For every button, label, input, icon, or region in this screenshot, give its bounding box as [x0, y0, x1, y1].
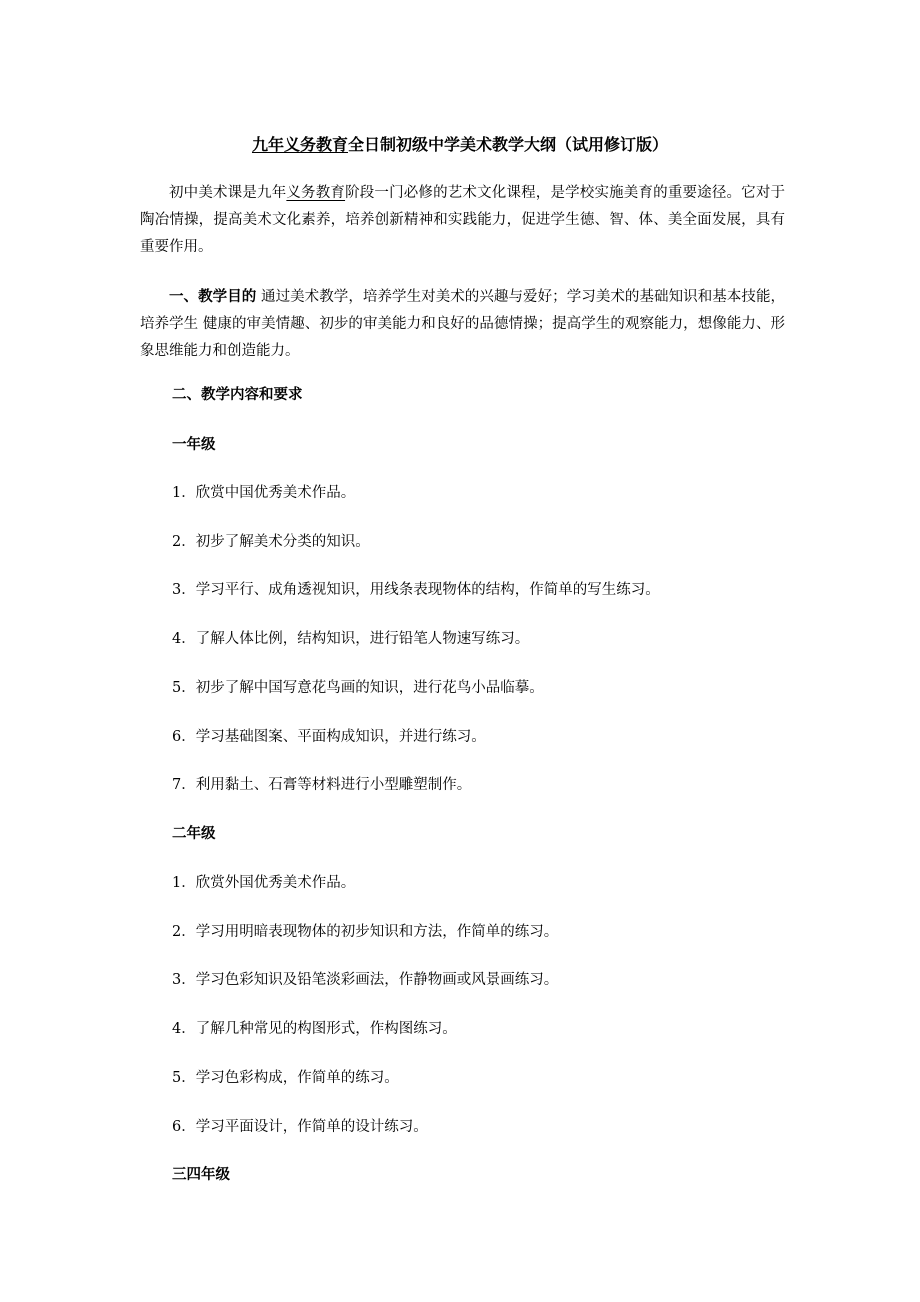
- grade2-item: 4．了解几种常见的构图形式，作构图练习。: [172, 1021, 457, 1037]
- intro-text-end: 阶段一门必修的艺术文化课程，是学校实施美育的重要途径。它对于陶冶情操，提高美术文化素养，培养创新精神和实践能力，促进学生德、智、体、美全面发展，具有重要作用。: [140, 185, 786, 255]
- grade2-item: 3．学习色彩知识及铅笔淡彩画法，作静物画或风景画练习。: [172, 972, 559, 988]
- intro-text-start: 初中美术课是九年: [169, 185, 287, 201]
- intro-link-compulsory-education[interactable]: 义务教育: [286, 185, 346, 201]
- section-content-heading: 二、教学内容和要求: [172, 386, 303, 403]
- grade1-item: 2．初步了解美术分类的知识。: [172, 534, 370, 550]
- grade1-item: 5．初步了解中国写意花鸟画的知识，进行花鸟小品临摹。: [172, 680, 544, 696]
- grade34-heading: 三四年级: [172, 1166, 230, 1183]
- grade1-item: 6．学习基础图案、平面构成知识，并进行练习。: [172, 729, 486, 745]
- grade2-item: 2．学习用明暗表现物体的初步知识和方法，作简单的练习。: [172, 924, 559, 940]
- title-rest: 全日制初级中学美术教学大纲（试用修订版）: [348, 135, 669, 154]
- grade2-heading: 二年级: [172, 825, 216, 842]
- title-link-compulsory-education[interactable]: 九年义务教育: [251, 135, 348, 154]
- section-teaching-goals-text: 通过美术教学，培养学生对美术的兴趣与爱好；学习美术的基础知识和基本技能，培养学生 健康的审美情趣、初步的审美能力和良好的品德情操；提高学生的观察能力，想像能力、形象思维能力和创造能力。: [140, 289, 785, 359]
- grade2-item: 6．学习平面设计，作简单的设计练习。: [172, 1119, 428, 1135]
- grade2-item: 5．学习色彩构成，作简单的练习。: [172, 1070, 399, 1086]
- section-teaching-goals: [140, 283, 785, 365]
- document-title: [0, 134, 920, 156]
- grade1-item: 7．利用黏土、石膏等材料进行小型雕塑制作。: [172, 777, 472, 793]
- intro-paragraph: [140, 180, 785, 261]
- grade1-item: 4．了解人体比例，结构知识，进行铅笔人物速写练习。: [172, 631, 530, 647]
- section-teaching-goals-label: 一、教学目的: [169, 288, 257, 305]
- grade1-item: 3．学习平行、成角透视知识，用线条表现物体的结构，作简单的写生练习。: [172, 582, 660, 598]
- grade2-item: 1．欣赏外国优秀美术作品。: [172, 875, 356, 891]
- grade1-item: 1．欣赏中国优秀美术作品。: [172, 485, 356, 501]
- grade1-heading: 一年级: [172, 436, 216, 453]
